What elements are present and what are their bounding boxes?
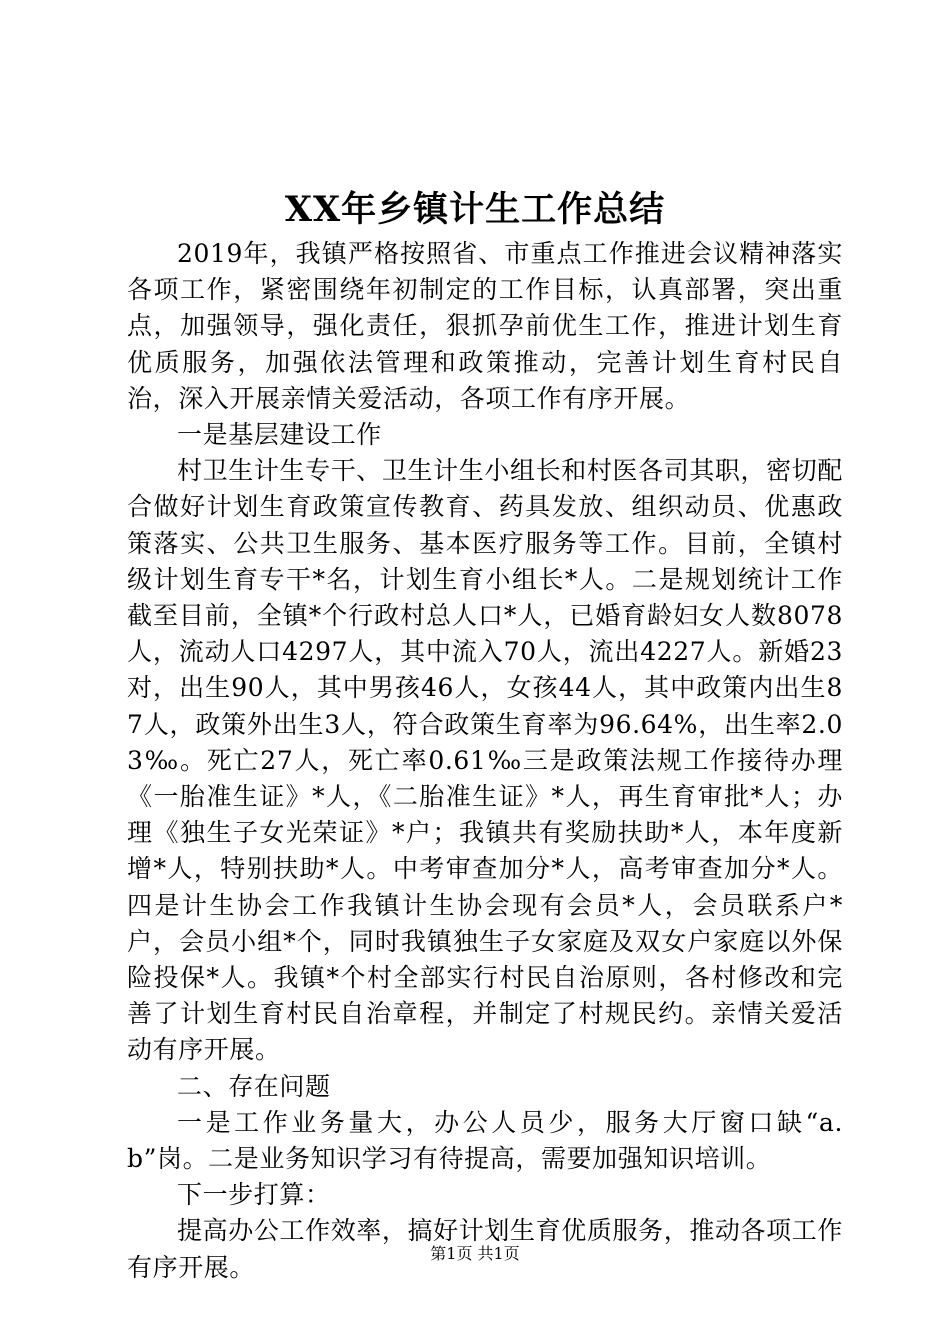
page-footer: 第1页 共1页 <box>430 1244 520 1263</box>
paragraph-problems: 一是工作业务量大，办公人员少，服务大厅窗口缺“a.b”岗。二是业务知识学习有待提高，需要加强知识培训。 <box>127 1107 843 1174</box>
paragraph-intro: 2019年，我镇严格按照省、市重点工作推进会议精神落实各项工作，紧密围绕年初制定的工作目标，认真部署，突出重点，加强领导，强化责任，狠抓孕前优生工作，推进计划生育优质服务，加强依法管理和政策推动，完善计划生育村民自治，深入开展亲情关爱活动，各项工作有序开展。 <box>127 239 843 413</box>
paragraph-details: 村卫生计生专干、卫生计生小组长和村医各司其职，密切配合做好计划生育政策宣传教育、药具发放、组织动员、优惠政策落实、公共卫生服务、基本医疗服务等工作。目前，全镇村级计划生育专干*名，计划生育小组长*人。二是规划统计工作截至目前，全镇*个行政村总人口*人，已婚育龄妇女人数8078人，流动人口4297人，其中流入70人，流出4227人。新婚23对，出生90人，其中男孩46人，女孩44人，其中政策内出生87人，政策外出生3人，符合政策生育率为96.64%，出生率2.03‰。死亡27人，死亡率0.61‰三是政策法规工作接待办理《一胎准生证》*人，《二胎准生证》*人，再生育审批*人；办理《独生子女光荣证》*户；我镇共有奖励扶助*人，本年度新增*人，特别扶助*人。中考审查加分*人，高考审查加分*人。四是计生协会工作我镇计生协会现有会员*人，会员联系户*户，会员小组*个，同时我镇独生子女家庭及双女户家庭以外保险投保*人。我镇*个村全部实行村民自治原则，各村修改和完善了计划生育村民自治章程，并制定了村规民约。亲情关爱活动有序开展。 <box>127 456 843 1065</box>
heading-grassroots-work: 一是基层建设工作 <box>177 420 382 450</box>
document-body <box>127 236 843 1286</box>
heading-next-steps: 下一步打算： <box>177 1180 331 1210</box>
heading-existing-problems: 二、存在问题 <box>177 1071 331 1101</box>
document-title: XX年乡镇计生工作总结 <box>284 189 666 230</box>
paragraph-next-steps: 提高办公工作效率，搞好计划生育优质服务，推动各项工作有序开展。 <box>127 1216 843 1282</box>
